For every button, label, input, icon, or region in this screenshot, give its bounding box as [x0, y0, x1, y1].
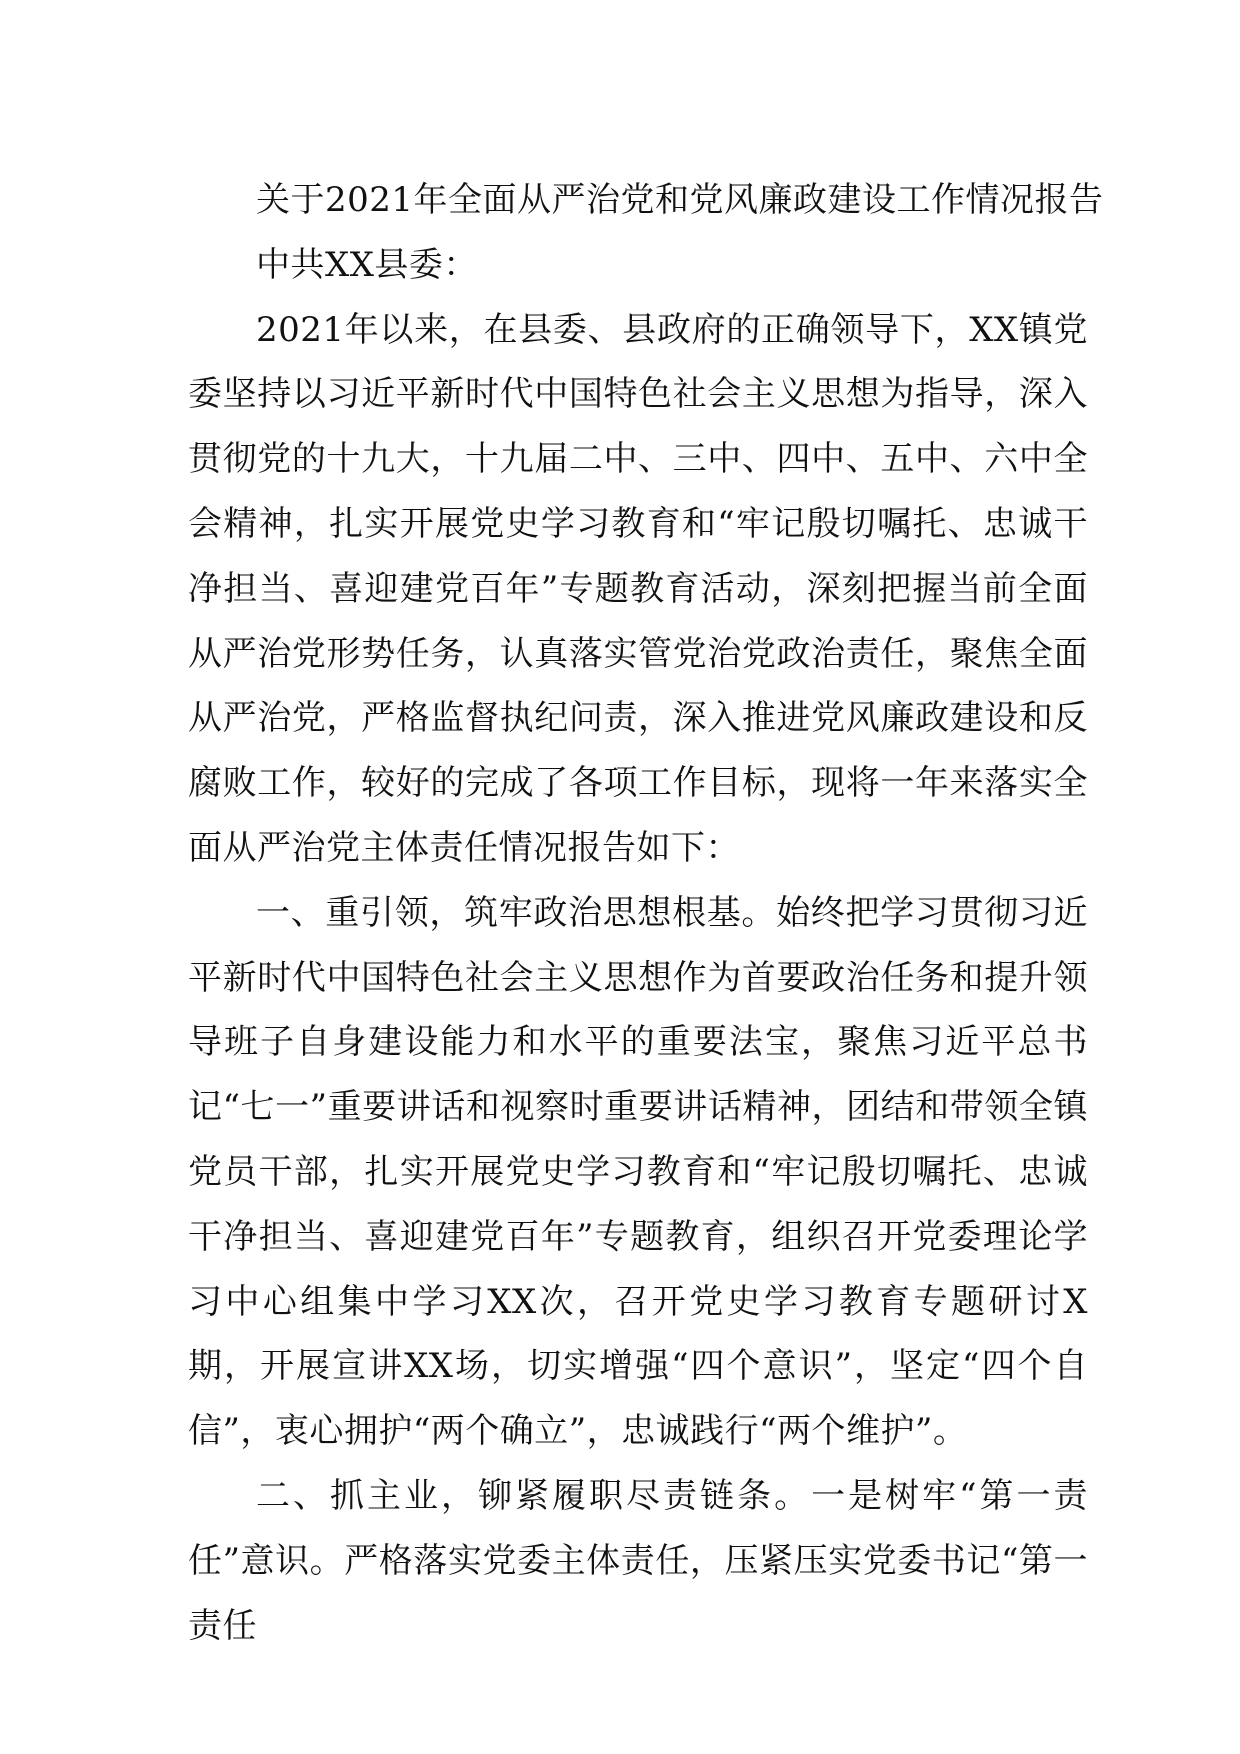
paragraph-section-1: 一、重引领，筑牢政治思想根基。始终把学习贯彻习近平新时代中国特色社会主义思想作为首要政治任务和提升领导班子自身建设能力和水平的重要法宝，聚焦习近平总书记“七一”重要讲话和视察时重要讲话精神，团结和带领全镇党员干部，扎实开展党史学习教育和“牢记殷切嘱托、忠诚干净担当、喜迎建党百年”专题教育，组织召开党委理论学习中心组集中学习XX次，召开党史学习教育专题研讨X期，开展宣讲XX场，切实增强“四个意识”，坚定“四个自信”，衷心拥护“两个确立”，忠诚践行“两个维护”。: [188, 892, 1088, 1452]
document-body: [188, 168, 1104, 1658]
paragraph-section-2: 二、抓主业，铆紧履职尽责链条。一是树牢“第一责任”意识。严格落实党委主体责任，压紧压实党委书记“第一责任: [188, 1475, 1088, 1646]
paragraph-intro: 2021年以来，在县委、县政府的正确领导下，XX镇党委坚持以习近平新时代中国特色社会主义思想为指导，深入贯彻党的十九大，十九届二中、三中、四中、五中、六中全会精神，扎实开展党史学习教育和“牢记殷切嘱托、忠诚干净担当、喜迎建党百年”专题教育活动，深刻把握当前全面从严治党形势任务，认真落实管党治党政治责任，聚焦全面从严治党，严格监督执纪问责，深入推进党风廉政建设和反腐败工作，较好的完成了各项工作目标，现将一年来落实全面从严治党主体责任情况报告如下：: [188, 309, 1088, 868]
salutation: 中共XX县委：: [256, 244, 478, 285]
document-title: 关于2021年全面从严治党和党风廉政建设工作情况报告: [256, 180, 1104, 220]
